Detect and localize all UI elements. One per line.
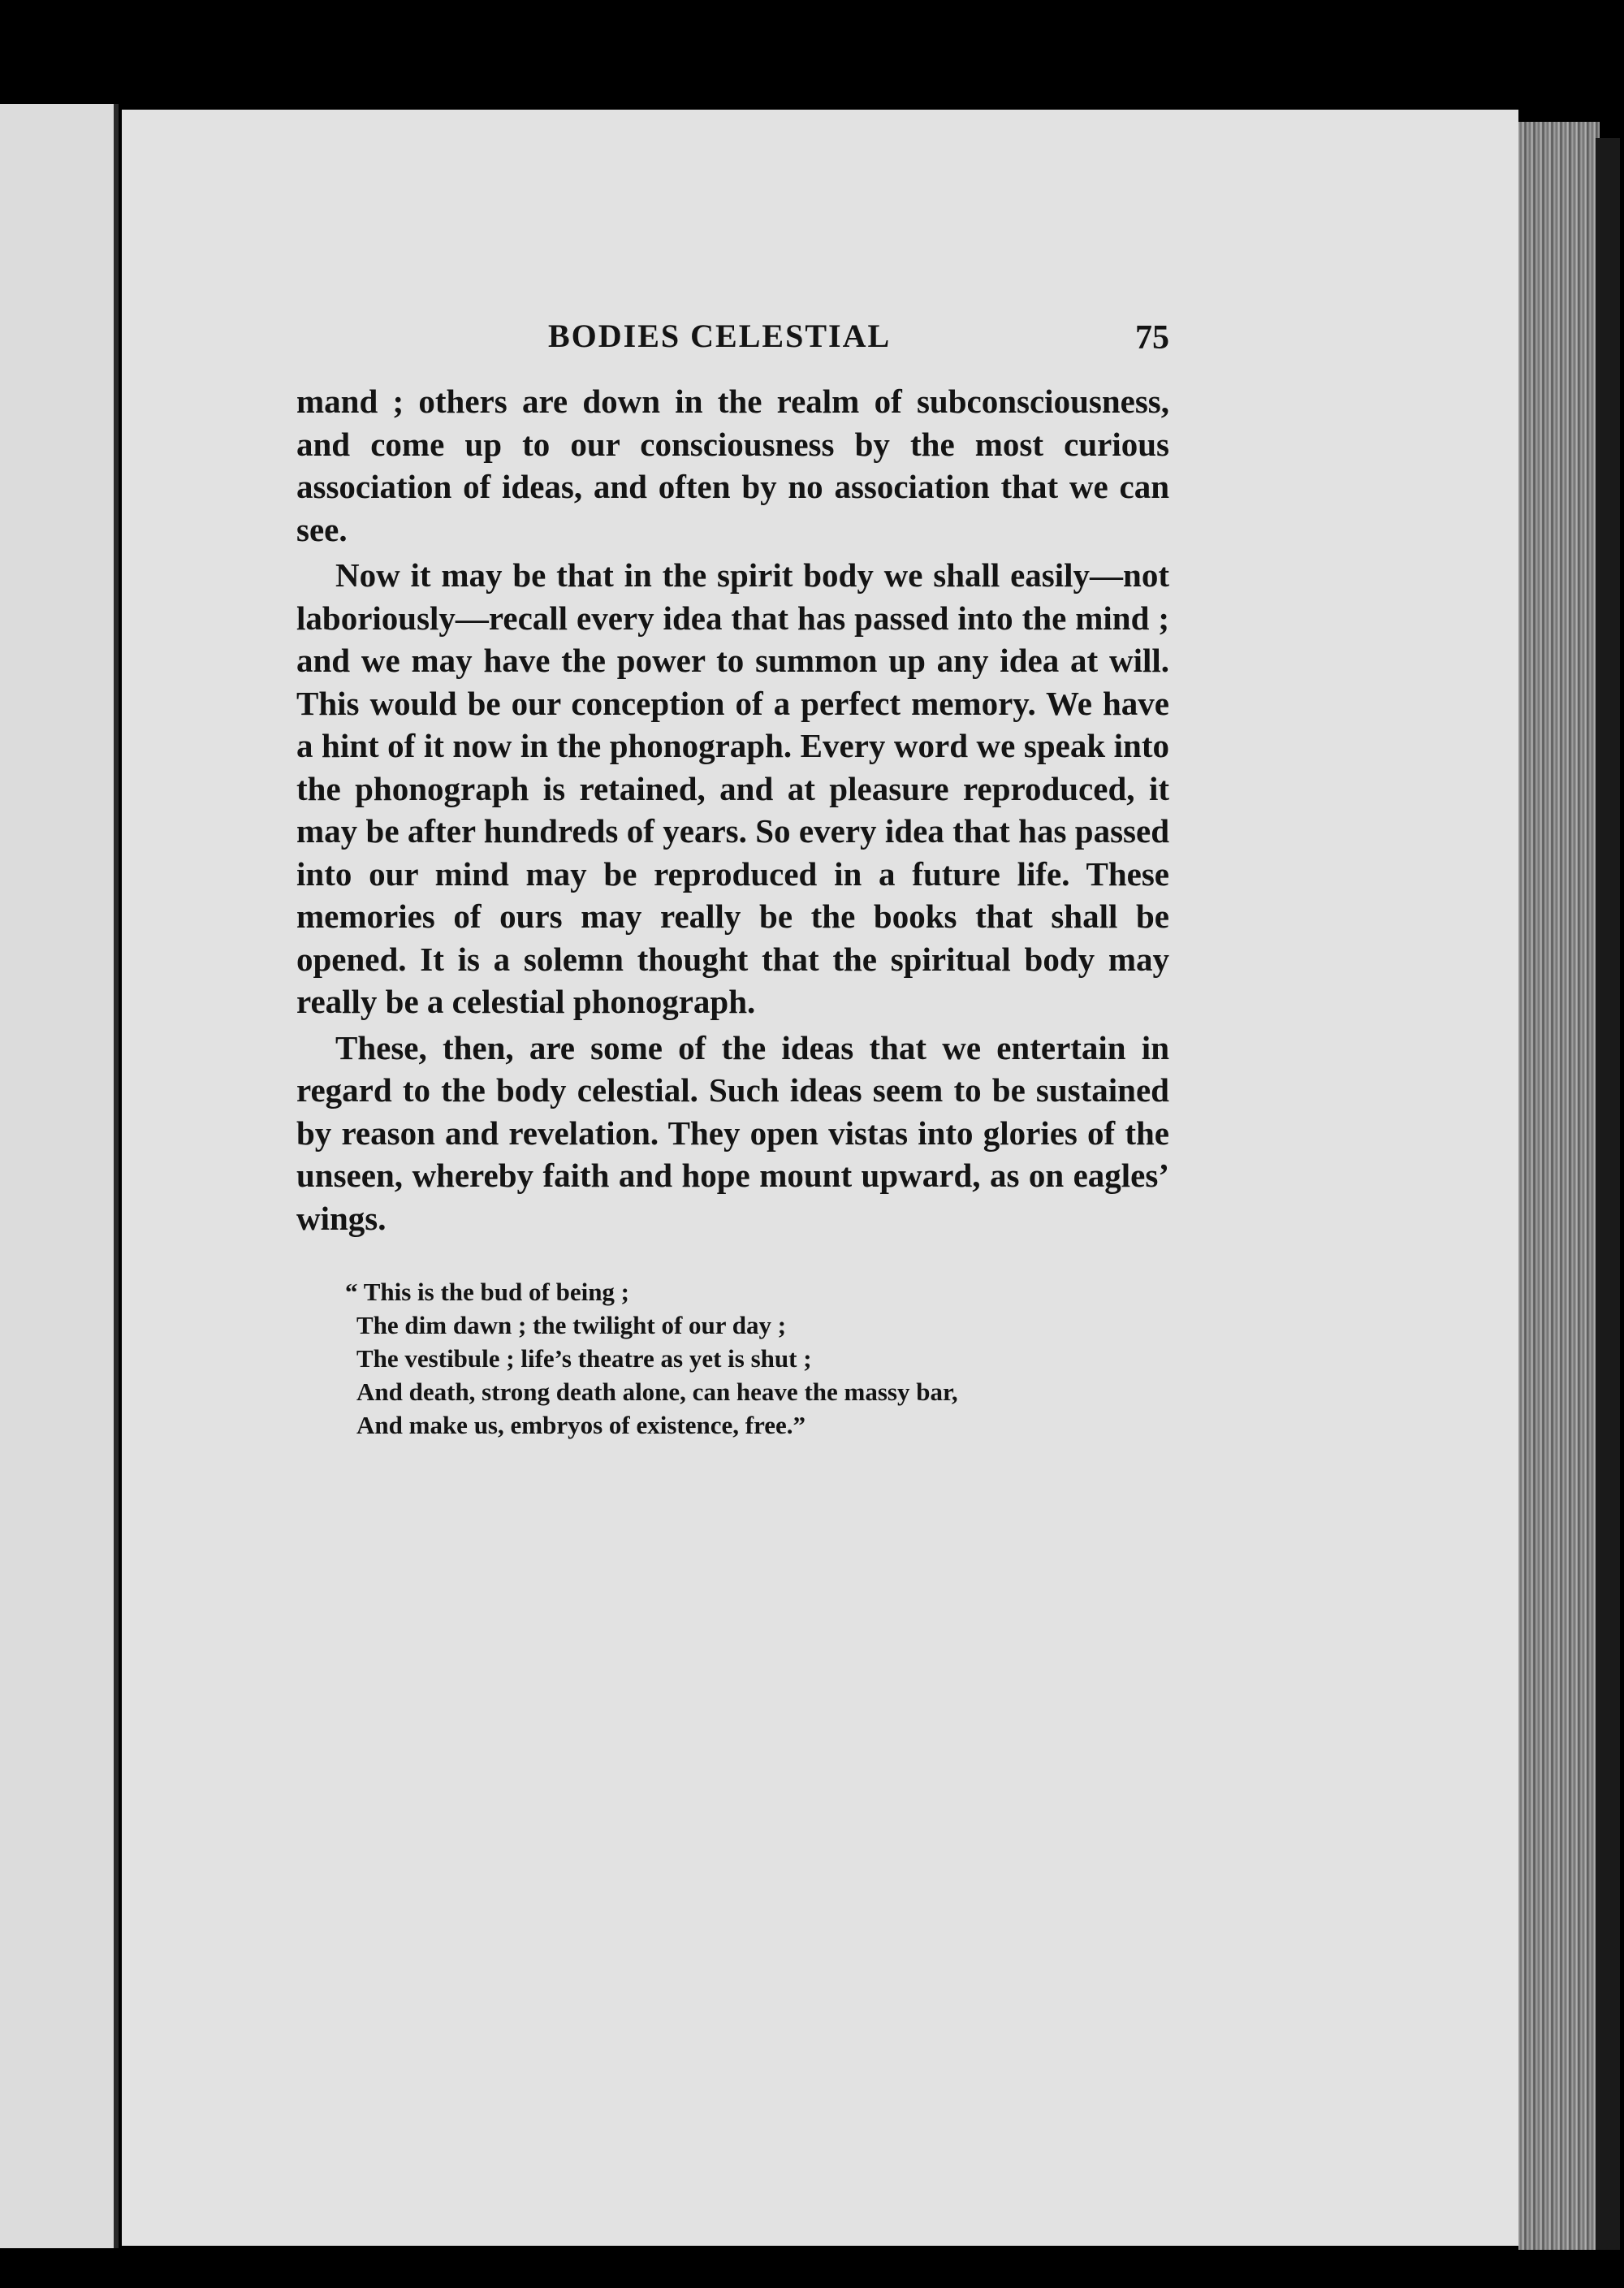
right-page-edges	[1518, 122, 1600, 2250]
paragraph-2: Now it may be that in the spirit body we shall easily—not laboriously—recall every idea that has passed into the mind ; and we may have the power to summon up any idea at will. This would be our conception of a perfect memory. We have a hint of it now in the phonograph. Every word we speak into the phonograph is retained, and at pleasure reproduced, it may be after hundreds of years. So every idea that has passed into our mind may be reproduced in a future life. These memories of ours may really be the books that shall be opened. It is a solemn thought that the spiritual body may really be a celestial phonograph.	[296, 556, 1169, 1020]
page-content	[296, 317, 1169, 1442]
page-number: 75	[1135, 319, 1169, 357]
paragraph-1: mand ; others are down in the realm of subconsciousness, and come up to our consciousness by the most curious association of ideas, and often by no association that we can see.	[296, 383, 1169, 548]
poem-line-1: “ This is the bud of being ;	[345, 1278, 630, 1306]
left-page-edge	[0, 104, 119, 2248]
running-title: BODIES CELESTIAL	[548, 318, 892, 354]
running-head	[296, 317, 1169, 365]
poem-line-4: And death, strong death alone, can heave the massy bar,	[356, 1378, 958, 1406]
right-binding-shadow	[1596, 138, 1620, 2250]
poem-line-5: And make us, embryos of existence, free.”	[356, 1411, 806, 1439]
poem-quotation	[345, 1275, 1169, 1442]
paragraph-3: These, then, are some of the ideas that we entertain in regard to the body celestial. Such ideas seem to be sustained by reason and revelation. They open vistas into glories of the unseen, whereby faith and hope mount upward, as on eagles’ wings.	[296, 1028, 1169, 1237]
poem-line-3: The vestibule ; life’s theatre as yet is shut ;	[356, 1344, 812, 1373]
poem-line-2: The dim dawn ; the twilight of our day ;	[356, 1311, 787, 1339]
